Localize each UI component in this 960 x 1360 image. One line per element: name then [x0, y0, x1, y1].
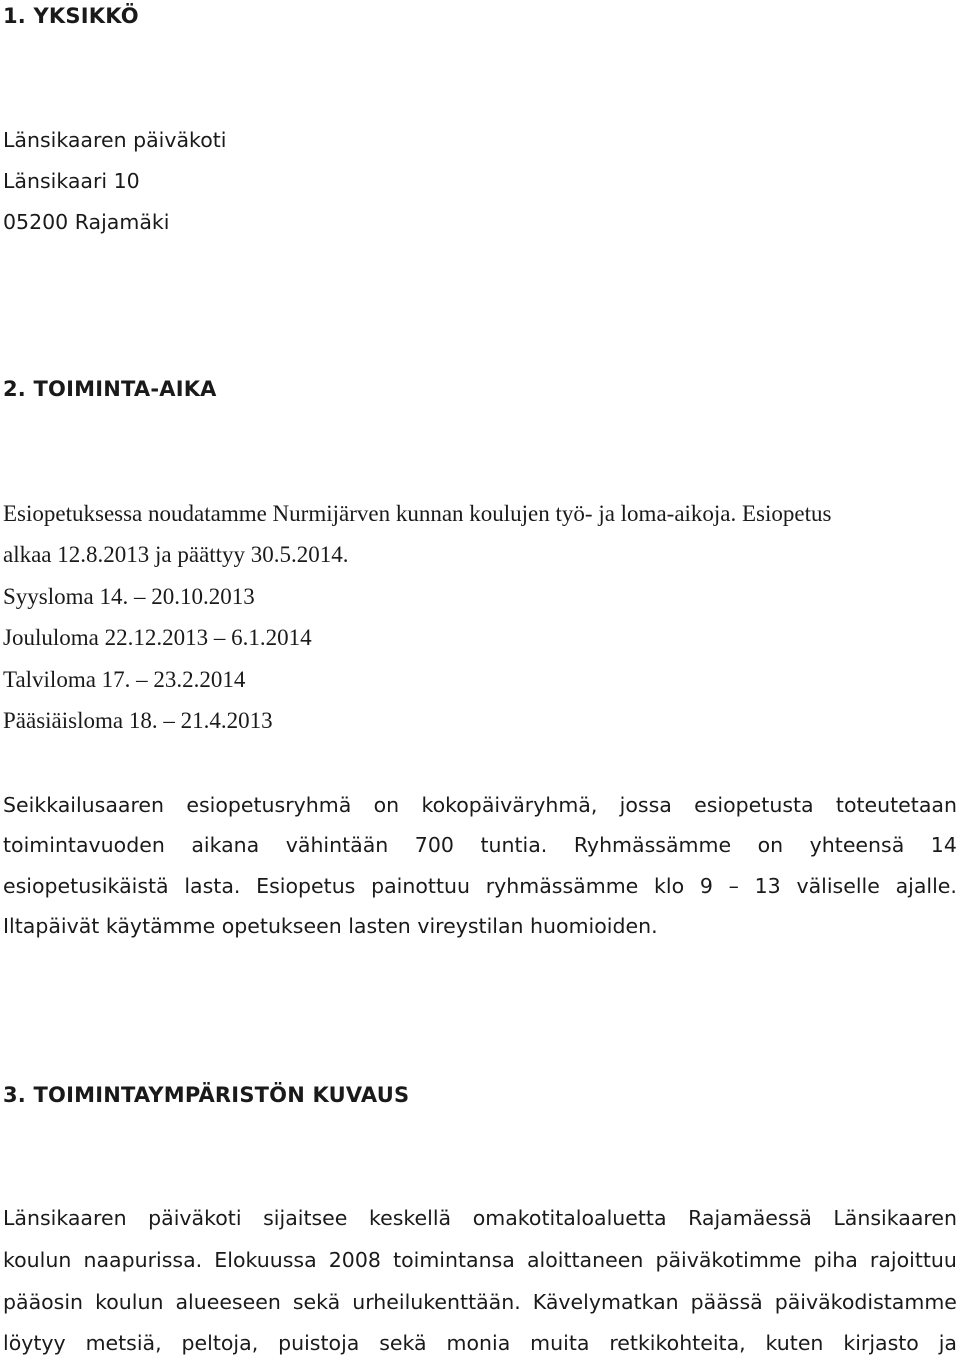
- word: esiopetusryhmä: [186, 793, 352, 817]
- word: pääosin: [3, 1290, 84, 1314]
- section-3-paragraph-line-2: [3, 1248, 957, 1272]
- word: jossa: [619, 793, 672, 817]
- word: 700: [414, 833, 454, 857]
- word: väliselle: [796, 874, 880, 898]
- word: Länsikaaren: [833, 1206, 957, 1230]
- word: sekä: [292, 1290, 341, 1314]
- word: peltoja,: [181, 1331, 259, 1355]
- address-line-street: Länsikaari 10: [3, 169, 140, 193]
- word: aloittaneen: [526, 1248, 644, 1272]
- word: ja: [938, 1331, 957, 1355]
- word: monia: [446, 1331, 511, 1355]
- word: päiväkoti: [148, 1206, 242, 1230]
- word: lasta.: [184, 874, 241, 898]
- schedule-autumn-break: Syysloma 14. – 20.10.2013: [3, 584, 255, 609]
- word: koulun: [3, 1248, 72, 1272]
- word: Kävelymatkan: [532, 1290, 679, 1314]
- word: urheilukenttään.: [352, 1290, 521, 1314]
- word: toimintavuoden: [3, 833, 165, 857]
- word: tuntia.: [480, 833, 548, 857]
- word: keskellä: [368, 1206, 452, 1230]
- schedule-winter-break: Talviloma 17. – 23.2.2014: [3, 667, 246, 692]
- word: sekä: [379, 1331, 427, 1355]
- word: päässä: [690, 1290, 763, 1314]
- section-2-paragraph-line-3: [3, 874, 957, 898]
- address-line-name: Länsikaaren päiväkoti: [3, 128, 227, 152]
- word: kirjasto: [843, 1331, 919, 1355]
- word: löytyy: [3, 1331, 66, 1355]
- word: Länsikaaren: [3, 1206, 127, 1230]
- section-2-paragraph-line-1: [3, 793, 957, 817]
- word: ryhmässämme: [485, 874, 639, 898]
- word: päiväkodistamme: [774, 1290, 957, 1314]
- word: toteutetaan: [835, 793, 957, 817]
- word: alueeseen: [175, 1290, 281, 1314]
- word: piha: [813, 1248, 858, 1272]
- word: metsiä,: [85, 1331, 162, 1355]
- section-2-paragraph-line-4: Iltapäivät käytämme opetukseen lasten vireystilan huomioiden.: [3, 914, 658, 938]
- word: toimintansa: [393, 1248, 515, 1272]
- word: kokopäiväryhmä,: [421, 793, 598, 817]
- address-line-postal: 05200 Rajamäki: [3, 210, 170, 234]
- word: 2008: [328, 1248, 381, 1272]
- word: retkikohteita,: [609, 1331, 746, 1355]
- section-3-paragraph-line-4: [3, 1331, 957, 1355]
- word: on: [373, 793, 400, 817]
- word: päiväkotimme: [655, 1248, 802, 1272]
- section-2-paragraph-line-2: [3, 833, 957, 857]
- word: esiopetusta: [694, 793, 814, 817]
- word: rajoittuu: [869, 1248, 957, 1272]
- word: vähintään: [285, 833, 389, 857]
- schedule-intro-line-2: alkaa 12.8.2013 ja päättyy 30.5.2014.: [3, 542, 349, 567]
- word: Esiopetus: [256, 874, 356, 898]
- word: –: [728, 874, 739, 898]
- word: Ryhmässämme: [573, 833, 732, 857]
- word: 14: [930, 833, 957, 857]
- schedule-intro-line-1: Esiopetuksessa noudatamme Nurmijärven kunnan koulujen työ- ja loma-aikoja. Esiopetus: [3, 501, 832, 526]
- section-1-heading: 1. YKSIKKÖ: [3, 4, 139, 28]
- section-3-heading: 3. TOIMINTAYMPÄRISTÖN KUVAUS: [3, 1083, 410, 1107]
- schedule-easter-break: Pääsiäisloma 18. – 21.4.2013: [3, 708, 273, 733]
- section-3-paragraph-line-1: [3, 1206, 957, 1230]
- word: omakotitaloaluetta: [472, 1206, 667, 1230]
- word: koulun: [95, 1290, 164, 1314]
- word: naapurissa.: [83, 1248, 203, 1272]
- word: Rajamäessä: [688, 1206, 812, 1230]
- word: yhteensä: [809, 833, 905, 857]
- schedule-christmas-break: Joululoma 22.12.2013 – 6.1.2014: [3, 625, 312, 650]
- word: aikana: [191, 833, 260, 857]
- word: Elokuussa: [214, 1248, 317, 1272]
- word: painottuu: [371, 874, 470, 898]
- word: Seikkailusaaren: [3, 793, 165, 817]
- section-2-heading: 2. TOIMINTA-AIKA: [3, 377, 217, 401]
- word: puistoja: [278, 1331, 360, 1355]
- section-3-paragraph-line-3: [3, 1290, 957, 1314]
- word: on: [757, 833, 784, 857]
- word: muita: [530, 1331, 590, 1355]
- word: kuten: [765, 1331, 824, 1355]
- word: sijaitsee: [263, 1206, 348, 1230]
- word: esiopetusikäistä: [3, 874, 169, 898]
- word: klo: [654, 874, 685, 898]
- word: ajalle.: [895, 874, 957, 898]
- word: 9: [699, 874, 713, 898]
- word: 13: [754, 874, 781, 898]
